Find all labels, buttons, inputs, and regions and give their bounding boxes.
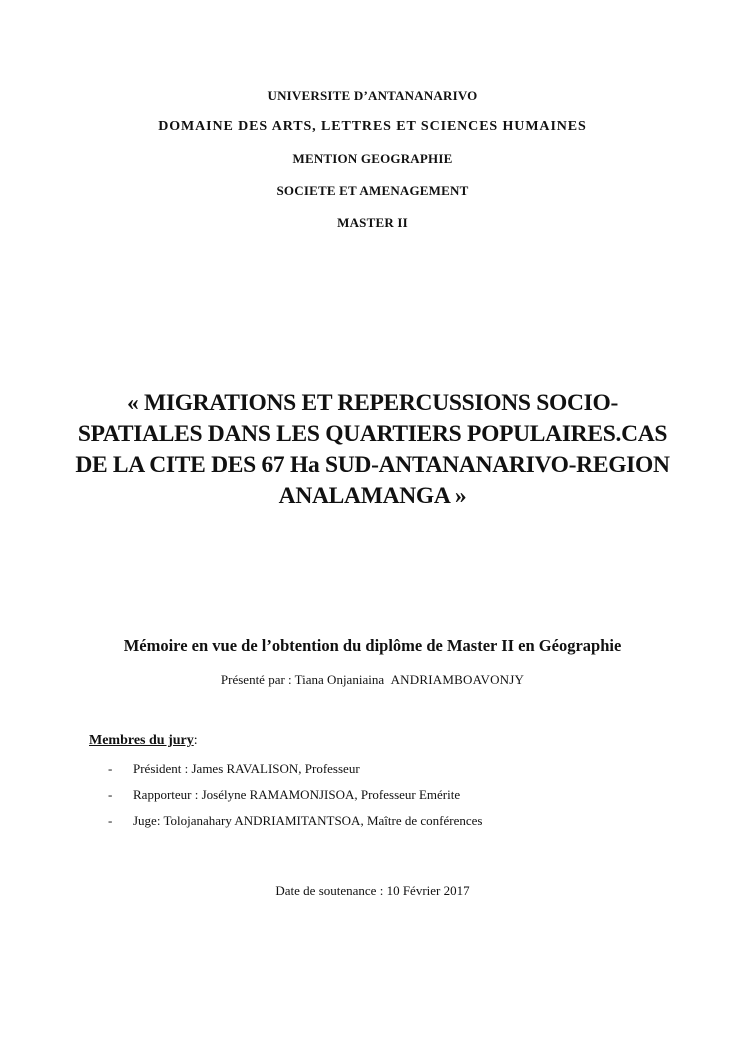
list-item (108, 812, 482, 838)
jury-heading (89, 733, 198, 749)
list-dash: - (108, 813, 113, 828)
university-name: UNIVERSITE D’ANTANANARIVO (267, 88, 478, 103)
jury-member: Juge: Tolojanahary ANDRIAMITANTSOA, Maître de conférences (133, 813, 483, 828)
jury-list (108, 760, 482, 838)
list-dash: - (108, 787, 113, 802)
list-item (108, 786, 482, 812)
list-dash: - (108, 761, 113, 776)
thesis-subtitle: Mémoire en vue de l’obtention du diplôme de Master II en Géographie (123, 636, 622, 655)
thesis-title-line: « MIGRATIONS ET REPERCUSSIONS SOCIO- (126, 390, 619, 416)
thesis-title (60, 388, 685, 512)
thesis-title-line: ANALAMANGA » (278, 483, 467, 509)
thesis-title-line: DE LA CITE DES 67 Ha SUD-ANTANANARIVO-REGION (75, 452, 670, 478)
thesis-title-line: SPATIALES DANS LES QUARTIERS POPULAIRES.CAS (77, 421, 668, 447)
jury-heading-label: Membres du jury (89, 733, 194, 748)
degree-level: MASTER II (337, 215, 408, 230)
defense-date: Date de soutenance : 10 Février 2017 (275, 883, 470, 898)
jury-member: Rapporteur : Josélyne RAMAMONJISOA, Professeur Emérite (133, 787, 461, 802)
list-item (108, 760, 482, 786)
mention-name: MENTION GEOGRAPHIE (292, 151, 453, 166)
presented-by (0, 672, 745, 688)
presented-by-label: Présenté par : Tiana Onjaniaina (220, 672, 385, 687)
author-surname: ANDRIAMBOAVONJY (390, 672, 525, 687)
specialty-name: SOCIETE ET AMENAGEMENT (276, 183, 469, 198)
jury-heading-colon: : (193, 733, 198, 748)
domain-name: DOMAINE DES ARTS, LETTRES ET SCIENCES HUMAINES (158, 119, 587, 134)
jury-member: Président : James RAVALISON, Professeur (133, 761, 360, 776)
